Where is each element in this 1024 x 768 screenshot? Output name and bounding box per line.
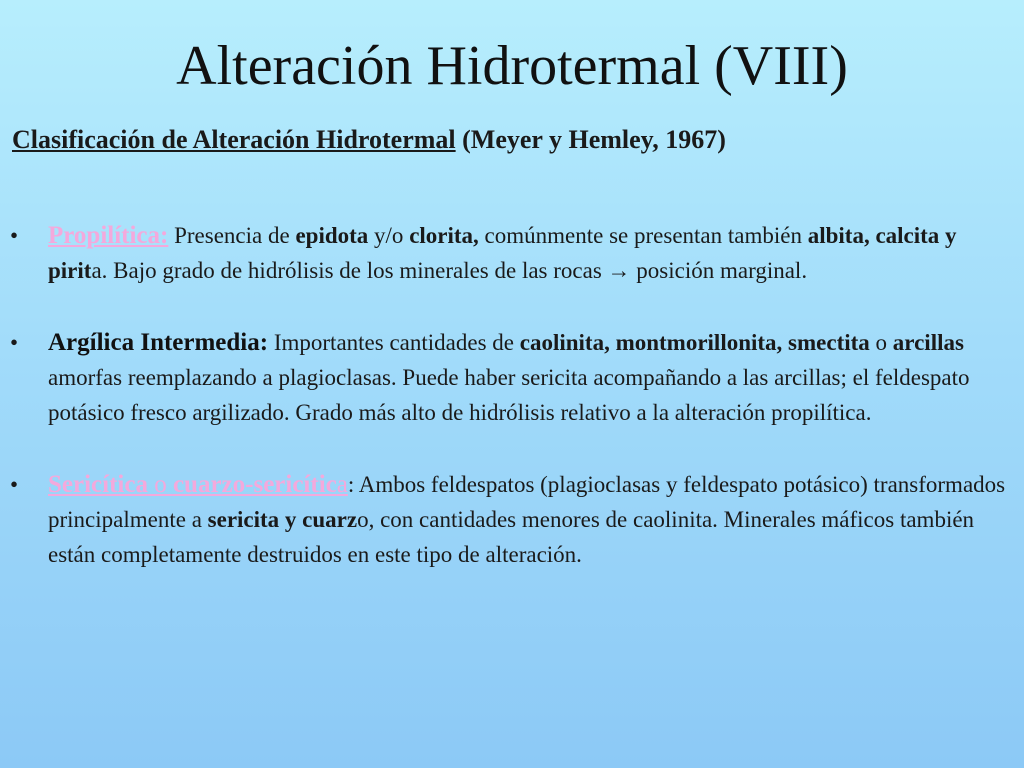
bold-text: caolinita, montmorillonita, smectita	[519, 330, 870, 355]
bold-text: arcillas	[892, 330, 964, 355]
subtitle-underlined: Clasificación de Alteración Hidrotermal	[12, 125, 456, 154]
term-join[interactable]: o	[147, 471, 173, 498]
term-cuarzo-sericitica[interactable]: cuarzo-sericític	[172, 471, 337, 498]
text: y/o	[368, 223, 410, 248]
term-argilica: Argílica Intermedia:	[48, 329, 269, 356]
bullet-icon: •	[10, 472, 19, 497]
text: comúnmente se presentan también	[478, 223, 808, 248]
text: a. Bajo grado de hidrólisis de los minerales de las rocas	[91, 258, 608, 283]
term-sericitica[interactable]: Sericítica	[48, 471, 148, 498]
text: o, con cantidades menores de caolinita. Minerales máficos también están completamente destruidos en este tipo de alteración.	[48, 507, 975, 567]
bold-text: epidota	[295, 223, 369, 248]
term-propilitica[interactable]: Propilítica:	[48, 222, 169, 249]
text: amorfas reemplazando a plagioclasas. Puede haber sericita acompañando a las arcillas; el feldespato potásico fresco argilizado. Grado más alto de hidrólisis relativo a la alteración propilítica.	[48, 365, 970, 425]
bullet-argilica	[10, 325, 1014, 430]
bold-text: albita, calcita y pirit	[48, 223, 957, 283]
text: Presencia de	[168, 223, 296, 248]
text: o	[869, 330, 893, 355]
bullet-icon: •	[10, 223, 19, 248]
term-tail[interactable]: a	[336, 471, 348, 498]
bold-text: clorita,	[409, 223, 479, 248]
bullet-propilitica	[10, 218, 1014, 288]
arrow-icon: →	[607, 258, 631, 283]
subtitle	[12, 120, 726, 160]
bullet-sericitica	[10, 467, 1014, 572]
subtitle-rest: (Meyer y Hemley, 1967)	[455, 125, 726, 154]
slide-title: Alteración Hidrotermal (VIII)	[176, 35, 848, 97]
text: posición marginal.	[630, 258, 808, 283]
bold-text: sericita y cuarz	[207, 507, 358, 532]
bullet-list	[10, 218, 1014, 609]
text: Importantes cantidades de	[268, 330, 520, 355]
text: : Ambos feldespatos (plagioclasas y feldespato potásico) transformados principalmente a	[48, 472, 1006, 532]
bullet-icon: •	[10, 330, 19, 355]
